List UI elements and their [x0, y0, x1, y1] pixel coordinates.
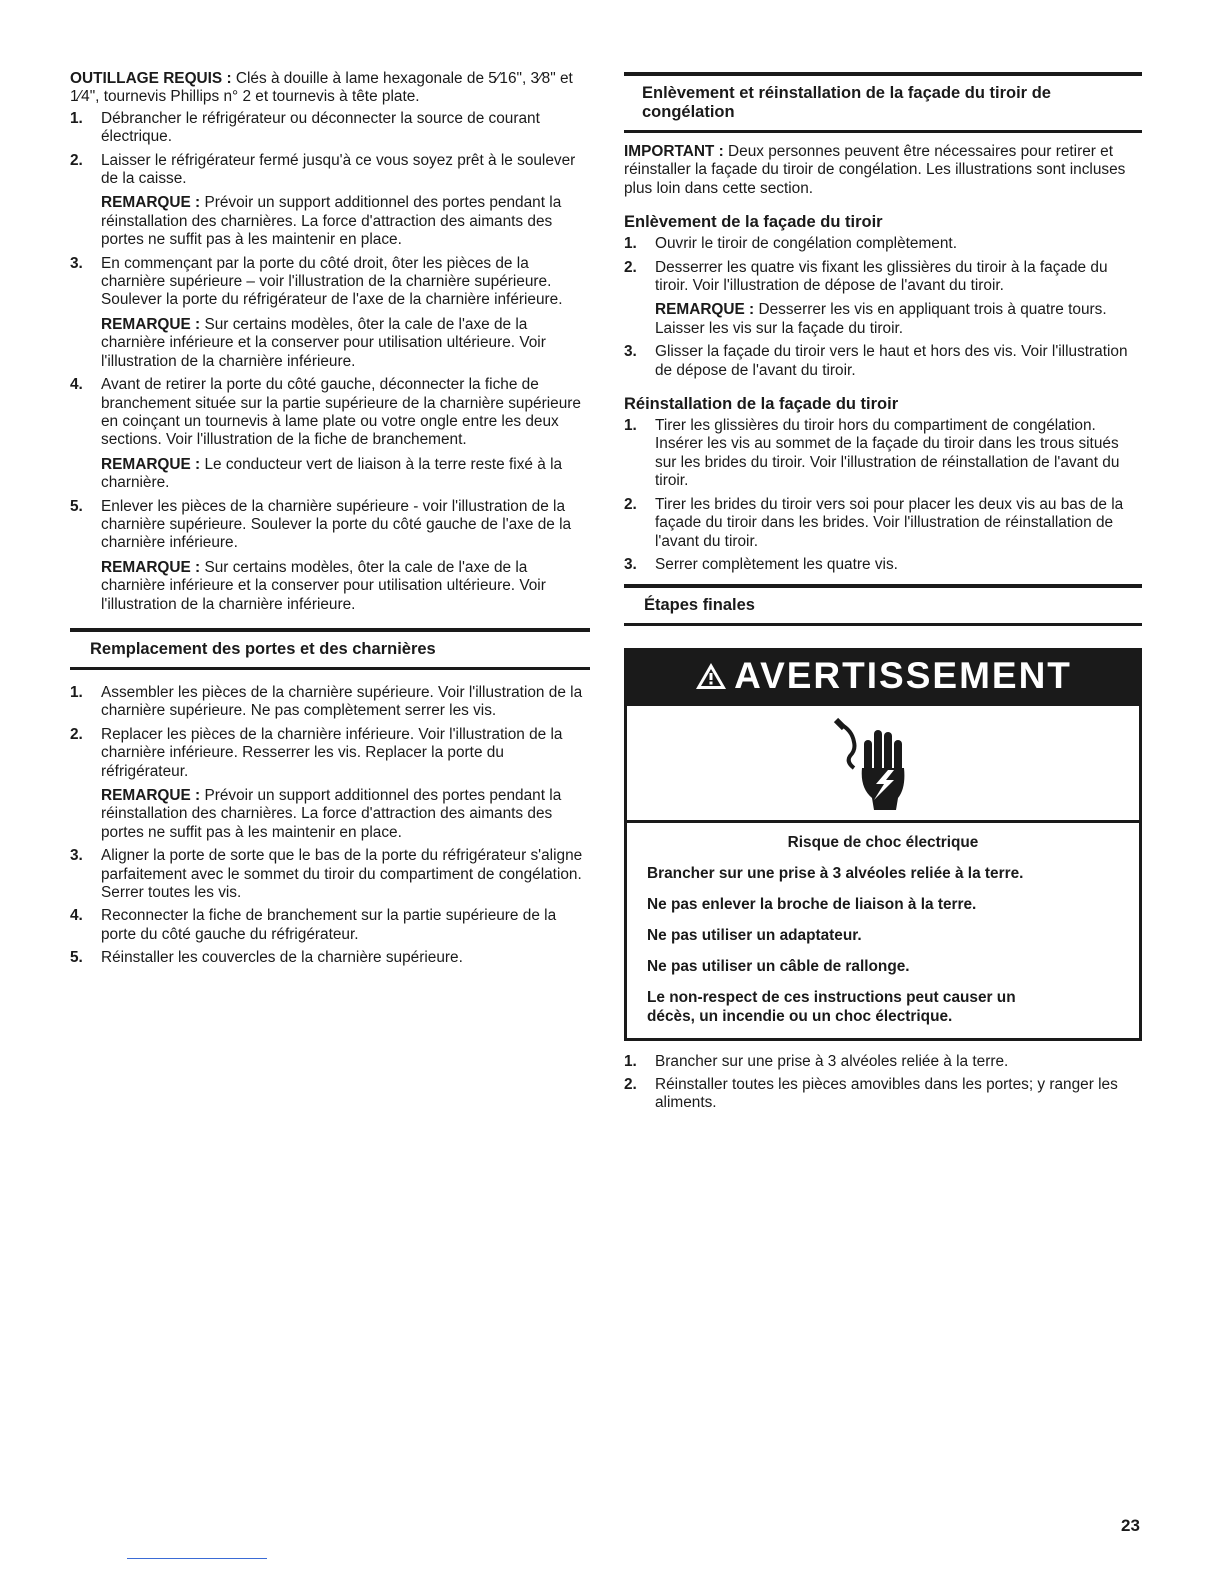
electric-shock-hand-icon [832, 716, 922, 812]
tools-label: OUTILLAGE REQUIS : [70, 70, 232, 87]
list-item: 1. Brancher sur une prise à 3 alvéoles reliée à la terre. [624, 1052, 1009, 1070]
warning-title: AVERTISSEMENT [734, 655, 1072, 697]
list-item: 4. Avant de retirer la porte du côté gauche, déconnecter la fiche de branchement située sur la partie supérieure de la charnière supérieure en coinçant un tournevis à lame plate ou votre ongle entre les deux sections. Voir l'illustration de la fiche de branchement. REMARQUE : Le conducteur vert de liaison à la terre reste fixé à la charnière. [70, 376, 590, 492]
warning-triangle-icon [694, 654, 728, 704]
list-item: 5. Réinstaller les couvercles de la charnière supérieure. [70, 949, 463, 967]
list-item: 2. Laisser le réfrigérateur fermé jusqu'à ce vous soyez prêt à le soulever de la caisse. REMARQUE : Prévoir un support additionnel des portes pendant la réinstallation des charnières. La force d'attraction des aimants des portes ne suffit pas à les maintenir en place. [70, 152, 590, 250]
list-item: 1. Débrancher le réfrigérateur ou déconnecter la source de courant électrique. [70, 109, 540, 146]
important-paragraph [624, 143, 1142, 198]
footer-rule [127, 1558, 267, 1559]
warning-text [627, 823, 1139, 1038]
drawer-heading: Enlèvement et réinstallation de la façade du tiroir de congélation [624, 72, 1142, 133]
list-item: 3. En commençant par la porte du côté droit, ôter les pièces de la charnière supérieure – voir l'illustration de la charnière supérieure. Soulever la porte du réfrigérateur de l'axe de la charnière inférieure. REMARQUE : Sur certains modèles, ôter la cale de l'axe de la charnière inférieure et la conserver pour utilisation ultérieure. Voir l'illustration de la charnière inférieure. [70, 255, 590, 371]
list-item: 3. Aligner la porte de sorte que le bas de la porte du réfrigérateur s'aligne parfaitement avec le sommet du tiroir du compartiment de congélation. Serrer toutes les vis. [70, 847, 583, 902]
final-heading: Étapes finales [624, 584, 1142, 626]
list-item: 2. Réinstaller toutes les pièces amovibles dans les portes; y ranger les aliments. [624, 1075, 1118, 1112]
warning-box [624, 648, 1142, 1040]
list-item: 1. Tirer les glissières du tiroir hors du compartiment de congélation. Insérer les vis au sommet de la façade du tiroir dans les trous situés sur les brides du tiroir. Voir l'illustration de réinstallation de l'avant du tiroir. [624, 417, 1120, 490]
reinstall-subheading: Réinstallation de la façade du tiroir [624, 395, 899, 414]
removal-subheading: Enlèvement de la façade du tiroir [624, 213, 883, 232]
note: REMARQUE : Desserrer les vis en appliquant trois à quatre tours. Laisser les vis sur la façade du tiroir. [655, 301, 1107, 337]
warning-line: Ne pas utiliser un câble de rallonge. [647, 957, 910, 975]
warning-risk: Risque de choc électrique [787, 833, 979, 851]
tools-paragraph [70, 70, 590, 107]
final-steps-list [624, 1053, 1142, 1113]
list-item: 1. Assembler les pièces de la charnière supérieure. Voir l'illustration de la charnière supérieure. Ne pas complètement serrer les vis. [70, 683, 583, 720]
replace-heading: Remplacement des portes et des charnières [70, 628, 590, 670]
list-item: 1. Ouvrir le tiroir de congélation complètement. [624, 235, 957, 253]
warning-banner [627, 651, 1139, 705]
drawer-reinstall-list [624, 417, 1142, 574]
warning-line: Brancher sur une prise à 3 alvéoles reliée à la terre. [647, 864, 1024, 882]
list-item: 3. Glisser la façade du tiroir vers le haut et hors des vis. Voir l'illustration de dépose de l'avant du tiroir. [624, 343, 1128, 379]
drawer-removal-list [624, 235, 1142, 380]
note: REMARQUE : Prévoir un support additionnel des portes pendant la réinstallation des charnières. La force d'attraction des aimants des portes ne suffit pas à les maintenir en place. [101, 787, 562, 841]
replace-steps-list [70, 684, 590, 968]
warning-line: Ne pas utiliser un adaptateur. [647, 926, 862, 944]
list-item: 2. Replacer les pièces de la charnière inférieure. Voir l'illustration de la charnière inférieure. Resserrer les vis. Replacer la porte du réfrigérateur. REMARQUE : Prévoir un support additionnel des portes pendant la réinstallation des charnières. La force d'attraction des aimants des portes ne suffit pas à les maintenir en place. [70, 726, 590, 842]
list-item: 2. Tirer les brides du tiroir vers soi pour placer les deux vis au bas de la façade du tiroir dans les brides. Voir l'illustration de réinstallation de l'avant du tiroir. [624, 495, 1124, 550]
note: REMARQUE : Sur certains modèles, ôter la cale de l'axe de la charnière inférieure et la conserver pour utilisation ultérieure. Voir l'illustration de la charnière inférieure. [101, 315, 546, 370]
warning-line: Ne pas enlever la broche de liaison à la terre. [647, 895, 977, 913]
warning-icon-row [627, 706, 1139, 823]
note: REMARQUE : Prévoir un support additionnel des portes pendant la réinstallation des charnières. La force d'attraction des aimants des portes ne suffit pas à les maintenir en place. [101, 194, 562, 249]
page-number: 23 [1121, 1516, 1140, 1535]
note: REMARQUE : Sur certains modèles, ôter la cale de l'axe de la charnière inférieure et la conserver pour utilisation ultérieure. Voir l'illustration de la charnière inférieure. [101, 558, 546, 613]
important-label: IMPORTANT : [624, 143, 724, 160]
note: REMARQUE : Le conducteur vert de liaison à la terre reste fixé à la charnière. [101, 455, 563, 492]
tools-text: Clés à douille à lame hexagonale de 5⁄16", 3⁄8" et 1⁄4", tournevis Phillips n° 2 et tournevis à tête plate. [70, 70, 573, 106]
list-item: 2. Desserrer les quatre vis fixant les glissières du tiroir à la façade du tiroir. Voir l'illustration de dépose de l'avant du tiroir. REMARQUE : Desserrer les vis en appliquant trois à quatre tours. Laisser les vis sur la façade du tiroir. [624, 259, 1142, 339]
removal-steps-list [70, 110, 590, 614]
right-column [624, 72, 1142, 1118]
list-item: 5. Enlever les pièces de la charnière supérieure - voir l'illustration de la charnière supérieure. Soulever la porte du côté gauche de l'axe de la charnière inférieure. REMARQUE : Sur certains modèles, ôter la cale de l'axe de la charnière inférieure et la conserver pour utilisation ultérieure. Voir l'illustration de la charnière inférieure. [70, 498, 590, 614]
warning-line: Le non-respect de ces instructions peut causer un décès, un incendie ou un choc électrique. [647, 988, 1016, 1025]
list-item: 3. Serrer complètement les quatre vis. [624, 555, 898, 573]
list-item: 4. Reconnecter la fiche de branchement sur la partie supérieure de la porte du côté gauche du réfrigérateur. [70, 907, 557, 943]
important-text: Deux personnes peuvent être nécessaires pour retirer et réinstaller la façade du tiroir de congélation. Les illustrations sont incluses plus loin dans cette section. [624, 143, 1126, 197]
left-column [70, 70, 590, 973]
